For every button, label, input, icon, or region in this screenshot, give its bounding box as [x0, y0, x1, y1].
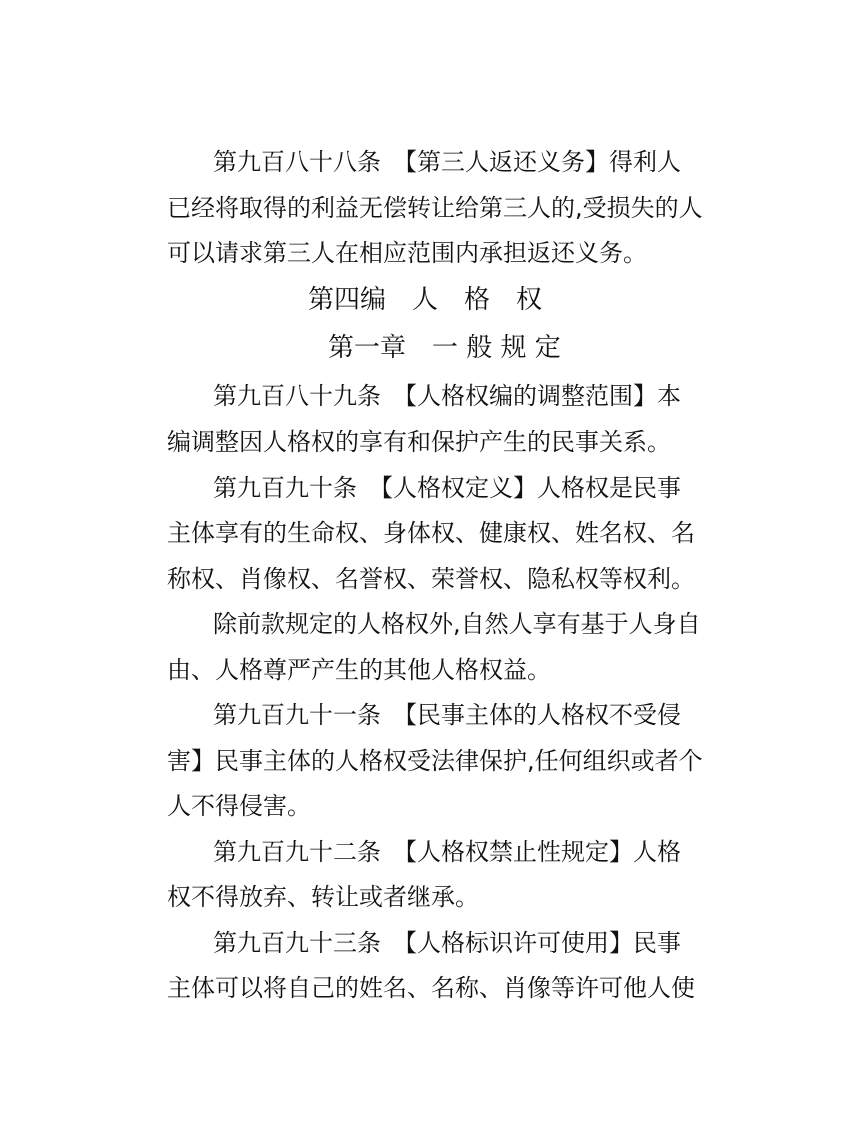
text-line: 第九百九十三条 【人格标识许可使用】民事 [213, 929, 681, 957]
text-line: 第九百九十二条 【人格权禁止性规定】人格 [213, 838, 681, 866]
text-line: 第九百九十一条 【民事主体的人格权不受侵 [213, 701, 681, 729]
text-line: 主体可以将自己的姓名、名称、肖像等许可他人使 [167, 974, 695, 1002]
text-line: 编调整因人格权的享有和保护产生的民事关系。 [167, 428, 671, 456]
part-heading: 第四编 人 格 权 [308, 285, 543, 315]
text-line: 已经将取得的利益无偿转让给第三人的,受损失的人 [167, 194, 703, 222]
text-line: 第九百八十九条 【人格权编的调整范围】本 [213, 382, 681, 410]
chapter-heading: 第一章 一 般 规 定 [328, 333, 561, 363]
text-line: 主体享有的生命权、身体权、健康权、姓名权、名 [167, 519, 695, 547]
text-line: 第九百八十八条 【第三人返还义务】得利人 [213, 148, 681, 176]
text-line: 称权、肖像权、名誉权、荣誉权、隐私权等权利。 [167, 565, 695, 593]
text-line: 第九百九十条 【人格权定义】人格权是民事 [213, 474, 681, 502]
text-line: 权不得放弃、转让或者继承。 [167, 883, 479, 911]
text-line: 可以请求第三人在相应范围内承担返还义务。 [167, 239, 647, 267]
text-line: 由、人格尊严产生的其他人格权益。 [167, 656, 551, 684]
text-line: 人不得侵害。 [167, 792, 311, 820]
text-line: 害】民事主体的人格权受法律保护,任何组织或者个 [167, 747, 703, 775]
text-line: 除前款规定的人格权外,自然人享有基于人身自 [213, 610, 701, 638]
